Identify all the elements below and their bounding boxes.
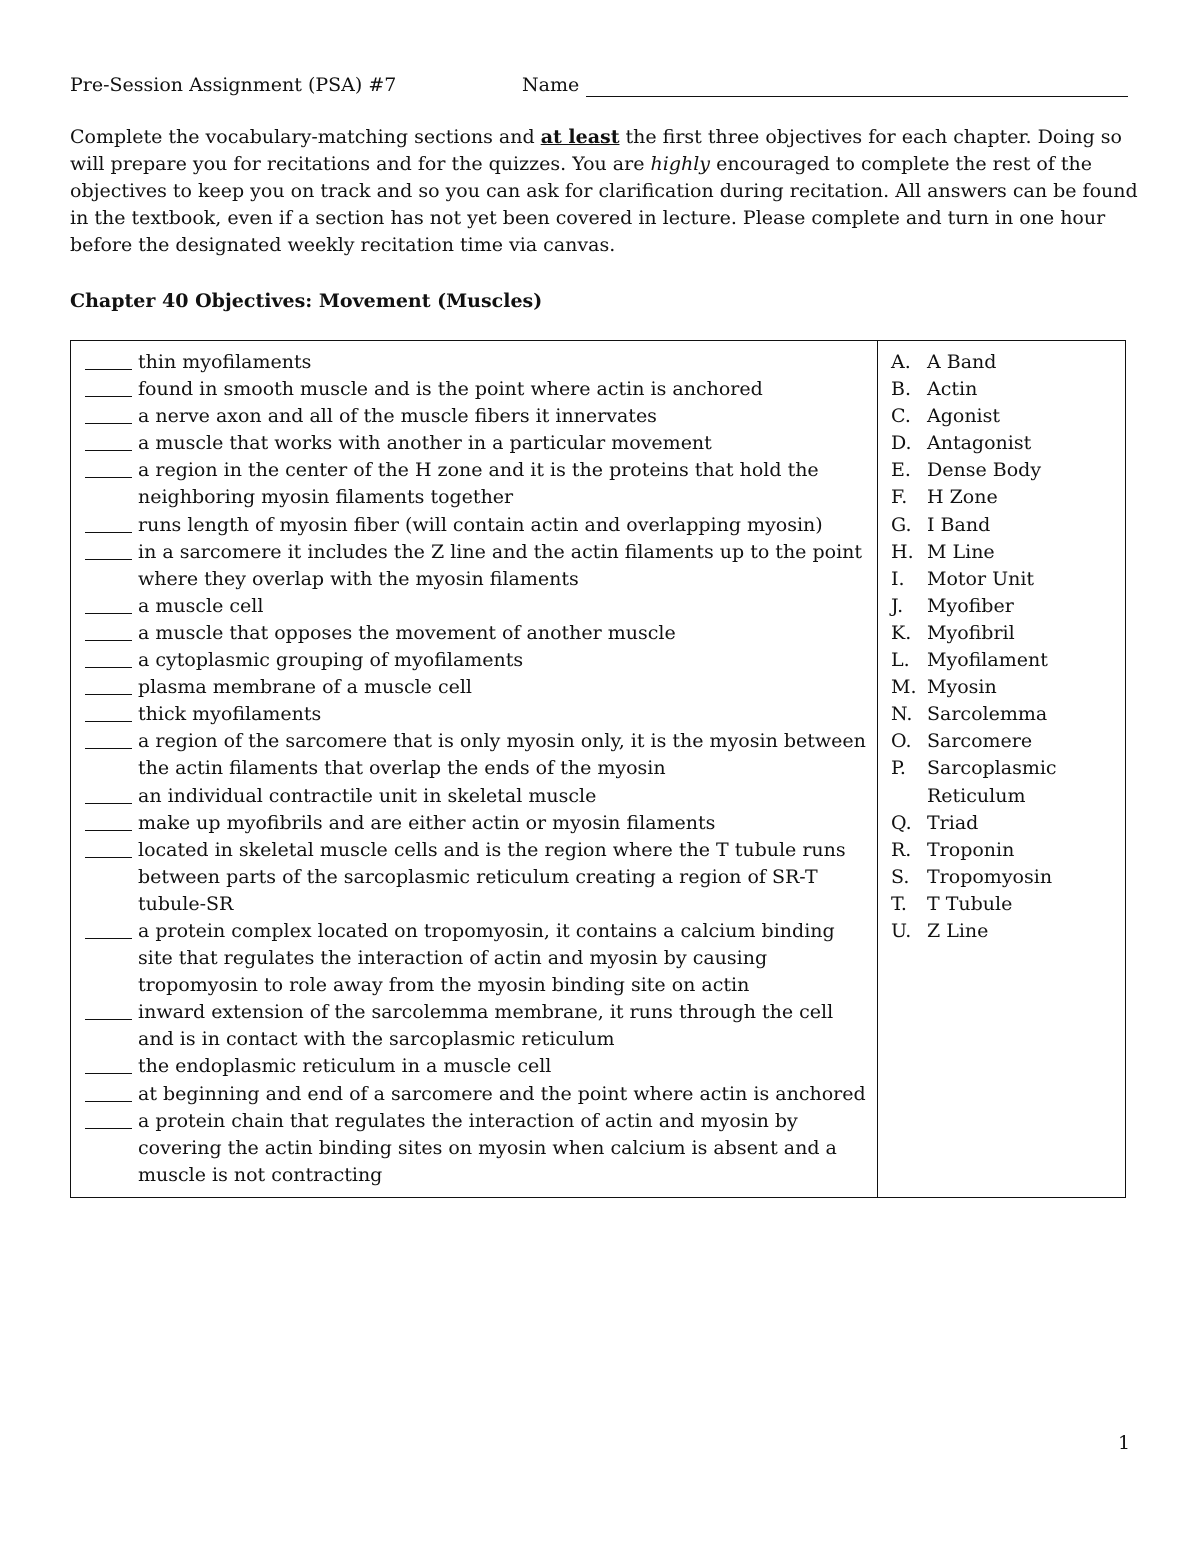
term-label: Tropomyosin	[927, 865, 1053, 888]
definition-text: a nerve axon and all of the muscle fibers it innervates	[138, 405, 657, 428]
definition-text: a muscle cell	[138, 594, 264, 617]
term-row	[891, 376, 1121, 403]
term-letter: A.	[891, 351, 911, 373]
term-row	[891, 755, 1121, 809]
definition-row	[85, 1081, 870, 1108]
term-label: H Zone	[927, 486, 998, 509]
definition-text: a muscle that opposes the movement of another muscle	[138, 621, 676, 644]
answer-blank[interactable]	[85, 423, 132, 424]
definition-text: located in skeletal muscle cells and is the region where the T tubule runs between parts of the sarcoplasmic reticulum creating a region of SR-T tubule-SR	[138, 838, 846, 915]
definition-row	[85, 376, 870, 403]
term-label: Myosin	[927, 676, 997, 699]
term-label: Z Line	[927, 919, 989, 942]
definition-row	[85, 1108, 870, 1189]
term-row	[891, 620, 1121, 647]
term-row	[891, 566, 1121, 593]
term-label: Sarcomere	[927, 730, 1033, 753]
answer-blank[interactable]	[85, 396, 132, 397]
term-row	[891, 918, 1121, 945]
definition-row	[85, 593, 870, 620]
chapter-heading: Chapter 40 Objectives: Movement (Muscles)	[70, 290, 543, 312]
definition-text: in a sarcomere it includes the Z line and the actin filaments up to the point where they overlap with the myosin filaments	[138, 540, 863, 590]
term-letter: S.	[891, 865, 910, 888]
term-letter: N.	[891, 703, 913, 726]
definition-row	[85, 783, 870, 810]
definition-row	[85, 810, 870, 837]
assignment-title: Pre-Session Assignment (PSA) #7	[70, 74, 397, 96]
definition-text: an individual contractile unit in skeletal muscle	[138, 784, 597, 807]
definition-text: plasma membrane of a muscle cell	[138, 676, 472, 699]
answer-blank[interactable]	[85, 857, 132, 858]
term-row	[891, 403, 1121, 430]
definition-row	[85, 918, 870, 999]
definition-row	[85, 674, 870, 701]
definition-text: the endoplasmic reticulum in a muscle cell	[138, 1055, 552, 1078]
answer-blank[interactable]	[85, 559, 132, 560]
answer-blank[interactable]	[85, 1073, 132, 1074]
definition-row	[85, 1053, 870, 1080]
term-row	[891, 457, 1121, 484]
term-label: Dense Body	[927, 459, 1042, 482]
answer-blank[interactable]	[85, 667, 132, 668]
definition-row	[85, 512, 870, 539]
term-row	[891, 593, 1121, 620]
term-letter: H.	[891, 540, 914, 563]
answer-blank[interactable]	[85, 532, 132, 533]
answer-blank[interactable]	[85, 640, 132, 641]
definition-row	[85, 457, 870, 511]
definition-text: runs length of myosin fiber (will contain actin and overlapping myosin)	[138, 513, 823, 536]
name-blank-line[interactable]	[586, 96, 1128, 97]
term-letter: C.	[891, 405, 911, 428]
definition-text: a region of the sarcomere that is only myosin only, it is the myosin between the actin filaments that overlap the ends of the myosin	[138, 730, 866, 780]
answer-blank[interactable]	[85, 694, 132, 695]
term-label: Myofibril	[927, 621, 1015, 644]
definition-text: a protein chain that regulates the interaction of actin and myosin by covering the actin binding sites on myosin when calcium is absent and a muscle is not contracting	[138, 1109, 837, 1186]
term-label: I Band	[927, 513, 991, 536]
instructions-emphasis-at-least: at least	[540, 126, 620, 148]
term-letter: L.	[891, 649, 910, 672]
term-row	[891, 891, 1121, 918]
term-row	[891, 349, 1121, 376]
instructions-part-3: encouraged to complete the rest of the objectives to keep you on track and so you can ask for clarification during recitation. All answers can be found in the textbook, even if a section has not yet been covered in lecture. Please complete and turn in one hour before the designated weekly recitation time via canvas.	[70, 153, 1138, 256]
definition-text: a muscle that works with another in a particular movement	[138, 432, 712, 455]
term-label: Myofilament	[927, 649, 1048, 672]
term-row	[891, 647, 1121, 674]
term-letter: G.	[891, 513, 912, 536]
instructions-part-1: Complete the vocabulary-matching sections and	[70, 126, 541, 148]
term-row	[891, 430, 1121, 457]
term-letter: Q.	[891, 811, 912, 834]
term-row	[891, 512, 1121, 539]
instructions-paragraph	[70, 124, 1140, 259]
term-letter: K.	[891, 621, 912, 644]
definition-row	[85, 430, 870, 457]
term-letter: M.	[891, 676, 917, 699]
term-label: Triad	[927, 811, 979, 834]
answer-blank[interactable]	[85, 748, 132, 749]
definition-text: at beginning and end of a sarcomere and the point where actin is anchored	[138, 1082, 866, 1105]
term-label: M Line	[927, 540, 995, 563]
term-row	[891, 837, 1121, 864]
answer-blank[interactable]	[85, 938, 132, 939]
definition-row	[85, 999, 870, 1053]
term-row	[891, 539, 1121, 566]
term-row	[891, 864, 1121, 891]
instructions-part-2: the first three objectives for each chapter. Doing so will prepare you for recitations and for the quizzes. You are	[70, 126, 1122, 175]
instructions-emphasis-highly: highly	[650, 153, 711, 175]
term-letter: D.	[891, 432, 912, 455]
term-row	[891, 701, 1121, 728]
definition-text: a region in the center of the H zone and it is the proteins that hold the neighboring myosin filaments together	[138, 459, 819, 509]
definition-text: inward extension of the sarcolemma membrane, it runs through the cell and is in contact with the sarcoplasmic reticulum	[138, 1001, 834, 1051]
answer-blank[interactable]	[85, 477, 132, 478]
term-letter: O.	[891, 730, 912, 753]
term-letter: T.	[891, 892, 907, 915]
definition-text: thin myofilaments	[138, 351, 312, 373]
term-label: Troponin	[927, 838, 1015, 861]
term-label: A Band	[927, 351, 997, 373]
definition-text: a protein complex located on tropomyosin, it contains a calcium binding site that regulates the interaction of actin and myosin by causing tropomyosin to role away from the myosin binding site on actin	[138, 919, 835, 997]
answer-blank[interactable]	[85, 830, 132, 831]
document-header	[70, 72, 1130, 102]
term-row	[891, 810, 1121, 837]
term-label: T Tubule	[927, 892, 1013, 915]
definition-text: a cytoplasmic grouping of myofilaments	[138, 649, 524, 672]
page-number: 1	[1118, 1432, 1131, 1454]
terms-list	[891, 349, 1121, 945]
definition-row	[85, 403, 870, 430]
term-row	[891, 484, 1121, 511]
answer-blank[interactable]	[85, 721, 132, 722]
term-label: Motor Unit	[927, 567, 1035, 590]
answer-blank[interactable]	[85, 1128, 132, 1129]
term-letter: E.	[891, 459, 911, 482]
answer-blank[interactable]	[85, 613, 132, 614]
term-letter: U.	[891, 919, 912, 942]
term-label: Agonist	[927, 405, 1001, 428]
definition-row	[85, 837, 870, 918]
definition-text: make up myofibrils and are either actin or myosin filaments	[138, 811, 716, 834]
name-label: Name	[522, 74, 580, 96]
term-label: Antagonist	[927, 432, 1032, 455]
definition-text: found in smooth muscle and is the point where actin is anchored	[138, 378, 763, 401]
term-letter: B.	[891, 378, 912, 401]
definitions-list	[85, 349, 870, 1189]
definition-text: thick myofilaments	[138, 703, 322, 726]
term-row	[891, 674, 1121, 701]
term-letter: J.	[891, 594, 904, 617]
answer-blank[interactable]	[85, 1019, 132, 1020]
term-label: Sarcolemma	[927, 703, 1048, 726]
definition-row	[85, 539, 870, 593]
column-divider	[877, 341, 878, 1197]
definition-row	[85, 728, 870, 782]
term-label: Actin	[927, 378, 978, 401]
answer-blank[interactable]	[85, 1101, 132, 1102]
term-letter: P.	[891, 757, 906, 780]
answer-blank[interactable]	[85, 803, 132, 804]
definition-row	[85, 647, 870, 674]
definition-row	[85, 701, 870, 728]
answer-blank[interactable]	[85, 369, 132, 370]
term-label: Myofiber	[927, 594, 1014, 617]
term-label: Sarcoplasmic Reticulum	[927, 757, 1057, 807]
term-letter: I.	[891, 567, 905, 590]
term-row	[891, 728, 1121, 755]
matching-table	[70, 340, 1126, 1198]
term-letter: F.	[891, 486, 908, 509]
answer-blank[interactable]	[85, 450, 132, 451]
definition-row	[85, 620, 870, 647]
term-letter: R.	[891, 838, 912, 861]
definition-row	[85, 349, 870, 376]
